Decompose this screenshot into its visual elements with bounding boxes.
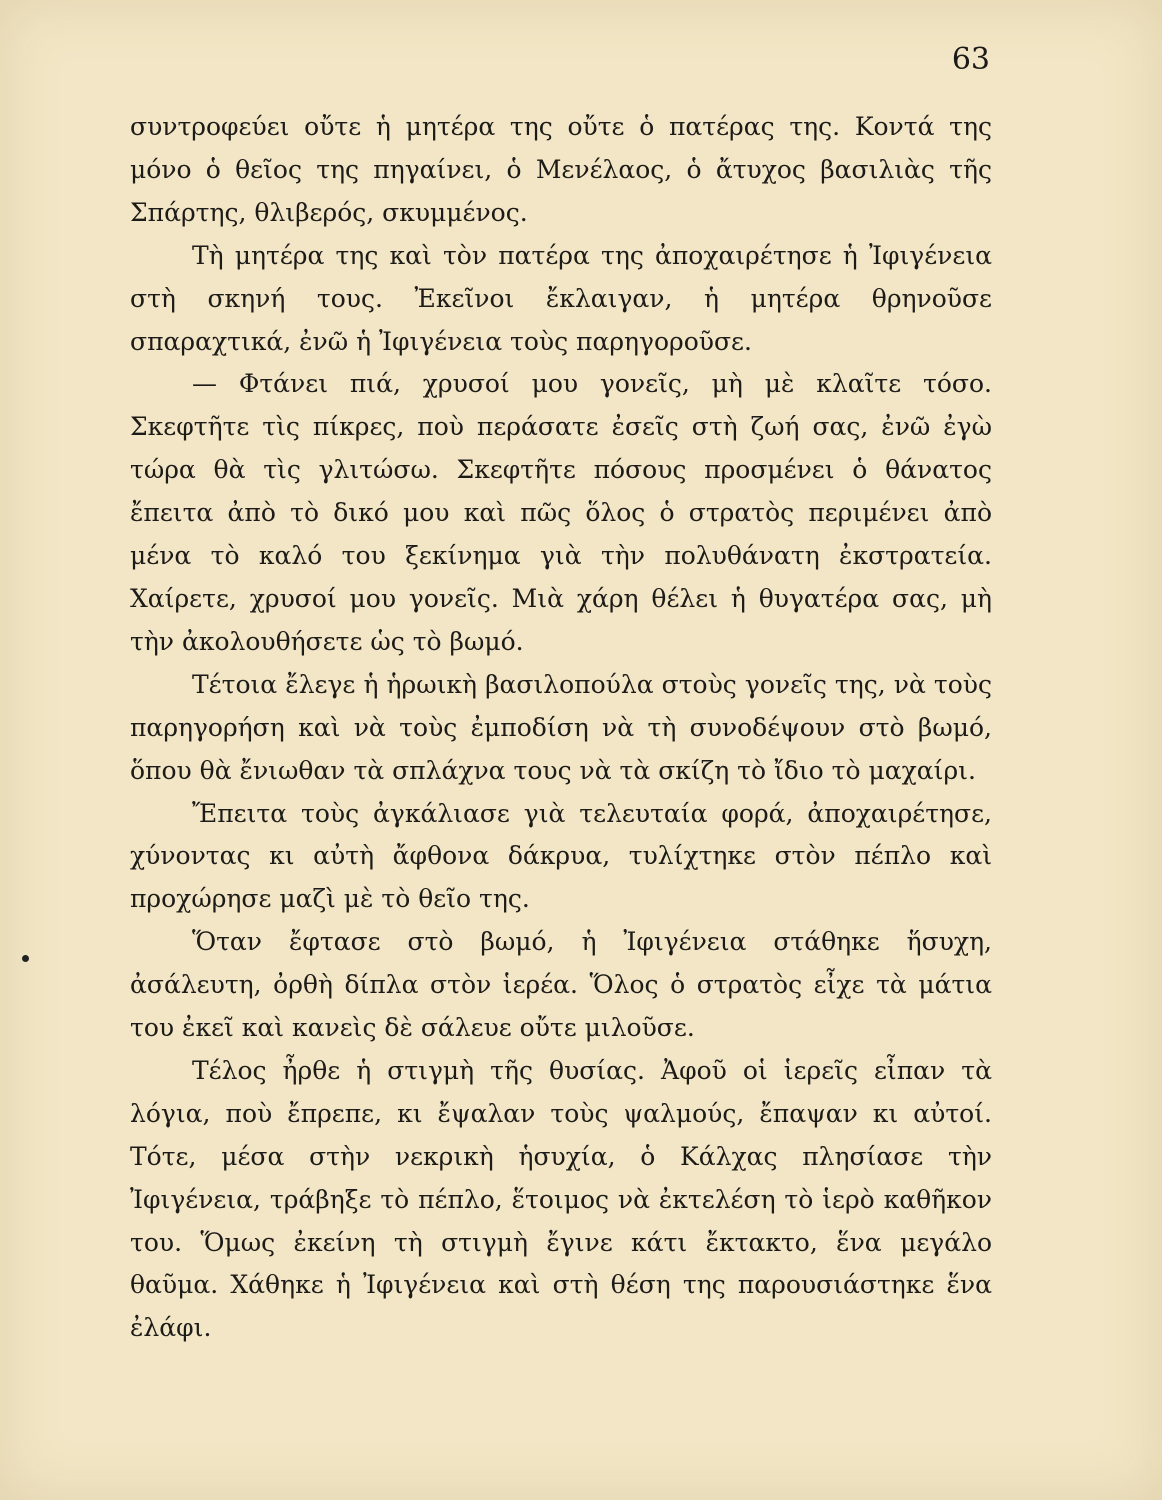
paragraph-continued: συντροφεύει οὔτε ἡ μητέρα της οὔτε ὁ πατέρας της. Κοντά της μόνο ὁ θεῖος της πηγαίνει, ὁ Μενέλαος, ὁ ἄτυχος βασιλιὰς τῆς Σπάρτης, θλιβερός, σκυμμένος.	[130, 112, 992, 227]
paragraph-consolation: Τέτοια ἔλεγε ἡ ἡρωικὴ βασιλοπούλα στοὺς γονεῖς της, νὰ τοὺς παρηγορήση καὶ νὰ τοὺς ἐμποδίση νὰ τὴ συνοδέψουν στὸ βωμό, ὅπου θὰ ἔνιωθαν τὰ σπλάχνα τους νὰ τὰ σκίζη τὸ ἴδιο τὸ μαχαίρι.	[130, 669, 992, 785]
paragraph-altar: Ὅταν ἔφτασε στὸ βωμό, ἡ Ἰφιγένεια στάθηκε ἥσυχη, ἀσάλευτη, ὀρθὴ δίπλα στὸν ἱερέα. Ὅλος ὁ στρατὸς εἶχε τὰ μάτια του ἐκεῖ καὶ κανεὶς δὲ σάλευε οὔτε μιλοῦσε.	[130, 927, 992, 1043]
margin-ink-mark	[22, 955, 29, 962]
paragraph-dialogue: — Φτάνει πιά, χρυσοί μου γονεῖς, μὴ μὲ κλαῖτε τόσο. Σκεφτῆτε τὶς πίκρες, ποὺ περάσατε ἐσεῖς στὴ ζωή σας, ἐνῶ ἐγὼ τώρα θὰ τὶς γλιτώσω. Σκεφτῆτε πόσους προσμένει ὁ θάνατος ἔπειτα ἀπὸ τὸ δικό μου καὶ πῶς ὅλος ὁ στρατὸς περιμένει ἀπὸ μένα τὸ καλό του ξεκίνημα γιὰ τὴν πολυθάνατη ἐκστρατεία. Χαίρετε, χρυσοί μου γονεῖς. Μιὰ χάρη θέλει ἡ θυγατέρα σας, μὴ τὴν ἀκολουθήσετε ὡς τὸ βωμό.	[130, 369, 992, 656]
page-number: 63	[951, 42, 990, 77]
paragraph-embrace: Ἔπειτα τοὺς ἀγκάλιασε γιὰ τελευταία φορά, ἀποχαιρέτησε, χύνοντας κι αὐτὴ ἄφθονα δάκρυα, τυλίχτηκε στὸν πέπλο καὶ προχώρησε μαζὶ μὲ τὸ θεῖο της.	[130, 798, 992, 914]
body-text	[130, 106, 992, 1350]
paragraph-sacrifice: Τέλος ἦρθε ἡ στιγμὴ τῆς θυσίας. Ἀφοῦ οἱ ἱερεῖς εἶπαν τὰ λόγια, ποὺ ἔπρεπε, κι ἔψαλαν τοὺς ψαλμούς, ἔπαψαν κι αὐτοί. Τότε, μέσα στὴν νεκρικὴ ἡσυχία, ὁ Κάλχας πλησίασε τὴν Ἰφιγένεια, τράβηξε τὸ πέπλο, ἕτοιμος νὰ ἐκτελέση τὸ ἱερὸ καθῆκον του. Ὅμως ἐκείνη τὴ στιγμὴ ἔγινε κάτι ἔκτακτο, ἕνα μεγάλο θαῦμα. Χάθηκε ἡ Ἰφιγένεια καὶ στὴ θέση της παρουσιάστηκε ἕνα ἐλάφι.	[130, 1055, 992, 1343]
paragraph-farewell: Τὴ μητέρα της καὶ τὸν πατέρα της ἀποχαιρέτησε ἡ Ἰφιγένεια στὴ σκηνή τους. Ἐκεῖνοι ἔκλαιγαν, ἡ μητέρα θρηνοῦσε σπαραχτικά, ἐνῶ ἡ Ἰφιγένεια τοὺς παρηγοροῦσε.	[130, 240, 992, 356]
